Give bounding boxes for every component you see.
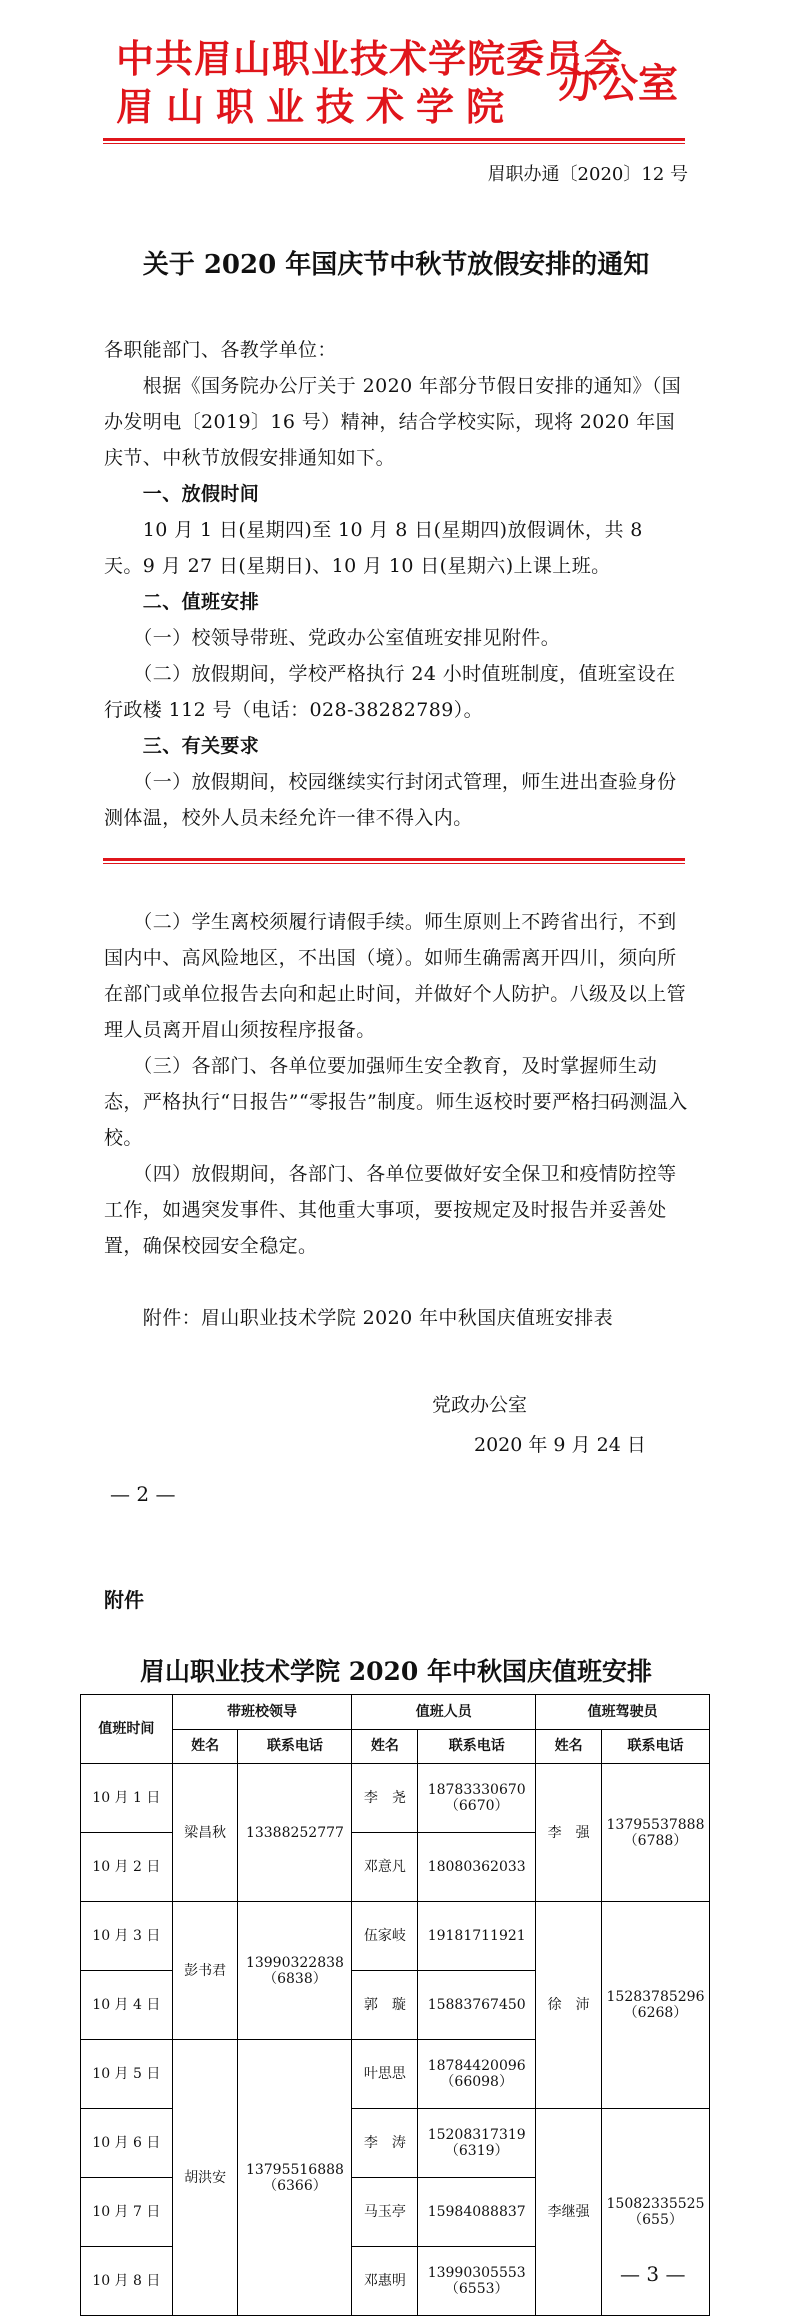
staff-phone: 13990305553 （6553） bbox=[418, 2247, 536, 2316]
date-cell: 10 月 3 日 bbox=[81, 1902, 173, 1971]
letterhead-line2: 眉山职业技术学院 bbox=[116, 84, 517, 129]
attachment-note: 附件：眉山职业技术学院 2020 年中秋国庆值班安排表 bbox=[104, 1307, 614, 1329]
date-cell: 10 月 7 日 bbox=[81, 2178, 173, 2247]
page-number-2: — 2 — bbox=[110, 1482, 176, 1506]
letterhead-line1: 中共眉山职业技术学院委员会 bbox=[116, 36, 624, 81]
intro-paragraph: 根据《国务院办公厅关于 2020 年部分节假日安排的通知》（国办发明电〔2019〕16 号）精神，结合学校实际，现将 2020 年国庆节、中秋节放假安排通知如下。 bbox=[104, 375, 682, 469]
salutation: 各职能部门、各教学单位： bbox=[104, 339, 337, 361]
header-phone: 联系电话 bbox=[418, 1729, 536, 1764]
date-cell: 10 月 2 日 bbox=[81, 1833, 173, 1902]
date-cell: 10 月 8 日 bbox=[81, 2247, 173, 2316]
staff-phone: 18784420096 （66098） bbox=[418, 2040, 536, 2109]
page-break-line-thin bbox=[103, 863, 685, 864]
requirement-paragraph-4: （四）放假期间，各部门、各单位要做好安全保卫和疫情防控等工作，如遇突发事件、其他重大事项，要按规定及时报告并妥善处置，确保校园安全稳定。 bbox=[104, 1163, 677, 1257]
page-break-line bbox=[103, 858, 685, 861]
header-duty-date: 值班时间 bbox=[81, 1695, 173, 1764]
letterhead-office: 办公室 bbox=[558, 60, 678, 107]
header-phone: 联系电话 bbox=[238, 1729, 352, 1764]
staff-name: 李 尧 bbox=[352, 1764, 418, 1833]
leader-name: 胡洪安 bbox=[172, 2040, 238, 2316]
staff-name: 邓意凡 bbox=[352, 1833, 418, 1902]
date: 2020 年 9 月 24 日 bbox=[474, 1434, 646, 1456]
driver-name: 李继强 bbox=[536, 2109, 602, 2316]
date-cell: 10 月 6 日 bbox=[81, 2109, 173, 2178]
page-number-3: — 3 — bbox=[620, 2262, 686, 2286]
header-driver: 值班驾驶员 bbox=[536, 1695, 710, 1730]
letterhead-divider-thin bbox=[103, 143, 685, 144]
header-name: 姓名 bbox=[172, 1729, 238, 1764]
signature: 党政办公室 bbox=[432, 1394, 528, 1416]
section-heading-requirements: 三、有关要求 bbox=[104, 735, 260, 757]
leader-name: 梁昌秋 bbox=[172, 1764, 238, 1902]
section-heading-holiday: 一、放假时间 bbox=[104, 483, 260, 505]
attachment-label: 附件 bbox=[104, 1588, 144, 1612]
staff-name: 伍家岐 bbox=[352, 1902, 418, 1971]
staff-phone: 19181711921 bbox=[418, 1902, 536, 1971]
holiday-paragraph: 10 月 1 日(星期四)至 10 月 8 日(星期四)放假调休，共 8 天。9 月 27 日(星期日)、10 月 10 日(星期六)上课上班。 bbox=[104, 519, 650, 577]
section-heading-duty: 二、值班安排 bbox=[104, 591, 260, 613]
staff-phone: 18783330670 （6670） bbox=[418, 1764, 536, 1833]
driver-phone: 13795537888 （6788） bbox=[602, 1764, 710, 1902]
date-cell: 10 月 1 日 bbox=[81, 1764, 173, 1833]
staff-name: 叶思思 bbox=[352, 2040, 418, 2109]
staff-phone: 15883767450 bbox=[418, 1971, 536, 2040]
staff-phone: 15984088837 bbox=[418, 2178, 536, 2247]
requirement-paragraph-1: （一）放假期间，校园继续实行封闭式管理，师生进出查验身份测体温，校外人员未经允许一律不得入内。 bbox=[104, 771, 677, 829]
requirement-paragraph-2: （二）学生离校须履行请假手续。师生原则上不跨省出行，不到国内中、高风险地区，不出国（境）。如师生确需离开四川，须向所在部门或单位报告去向和起止时间，并做好个人防护。八级及以上管理人员离开眉山须按程序报备。 bbox=[104, 911, 687, 1041]
driver-phone: 15082335525 （655） bbox=[602, 2109, 710, 2316]
header-phone: 联系电话 bbox=[602, 1729, 710, 1764]
date-cell: 10 月 4 日 bbox=[81, 1971, 173, 2040]
header-name: 姓名 bbox=[536, 1729, 602, 1764]
duty-paragraph-1: （一）校领导带班、党政办公室值班安排见附件。 bbox=[104, 627, 561, 649]
header-leader: 带班校领导 bbox=[172, 1695, 352, 1730]
header-staff: 值班人员 bbox=[352, 1695, 536, 1730]
staff-phone: 15208317319 （6319） bbox=[418, 2109, 536, 2178]
letterhead-divider bbox=[103, 138, 685, 141]
leader-phone: 13795516888 （6366） bbox=[238, 2040, 352, 2316]
staff-name: 马玉亭 bbox=[352, 2178, 418, 2247]
date-cell: 10 月 5 日 bbox=[81, 2040, 173, 2109]
header-name: 姓名 bbox=[352, 1729, 418, 1764]
driver-name: 徐 沛 bbox=[536, 1902, 602, 2109]
requirement-paragraph-3: （三）各部门、各单位要加强师生安全教育，及时掌握师生动态，严格执行“日报告”“零报告”制度。师生返校时要严格扫码测温入校。 bbox=[104, 1055, 688, 1149]
driver-name: 李 强 bbox=[536, 1764, 602, 1902]
duty-schedule-table bbox=[80, 1694, 710, 2316]
driver-phone: 15283785296 （6268） bbox=[602, 1902, 710, 2109]
duty-paragraph-2: （二）放假期间，学校严格执行 24 小时值班制度，值班室设在行政楼 112 号（电话：028-38282789）。 bbox=[104, 663, 676, 721]
leader-name: 彭书君 bbox=[172, 1902, 238, 2040]
staff-name: 邓惠明 bbox=[352, 2247, 418, 2316]
staff-name: 郭 璇 bbox=[352, 1971, 418, 2040]
staff-phone: 18080362033 bbox=[418, 1833, 536, 1902]
staff-name: 李 涛 bbox=[352, 2109, 418, 2178]
leader-phone: 13388252777 bbox=[238, 1764, 352, 1902]
attachment-title: 眉山职业技术学院 2020 年中秋国庆值班安排 bbox=[140, 1657, 652, 1686]
document-number: 眉职办通〔2020〕12 号 bbox=[487, 164, 688, 185]
notice-title: 关于 2020 年国庆节中秋节放假安排的通知 bbox=[142, 250, 650, 280]
leader-phone: 13990322838 （6838） bbox=[238, 1902, 352, 2040]
